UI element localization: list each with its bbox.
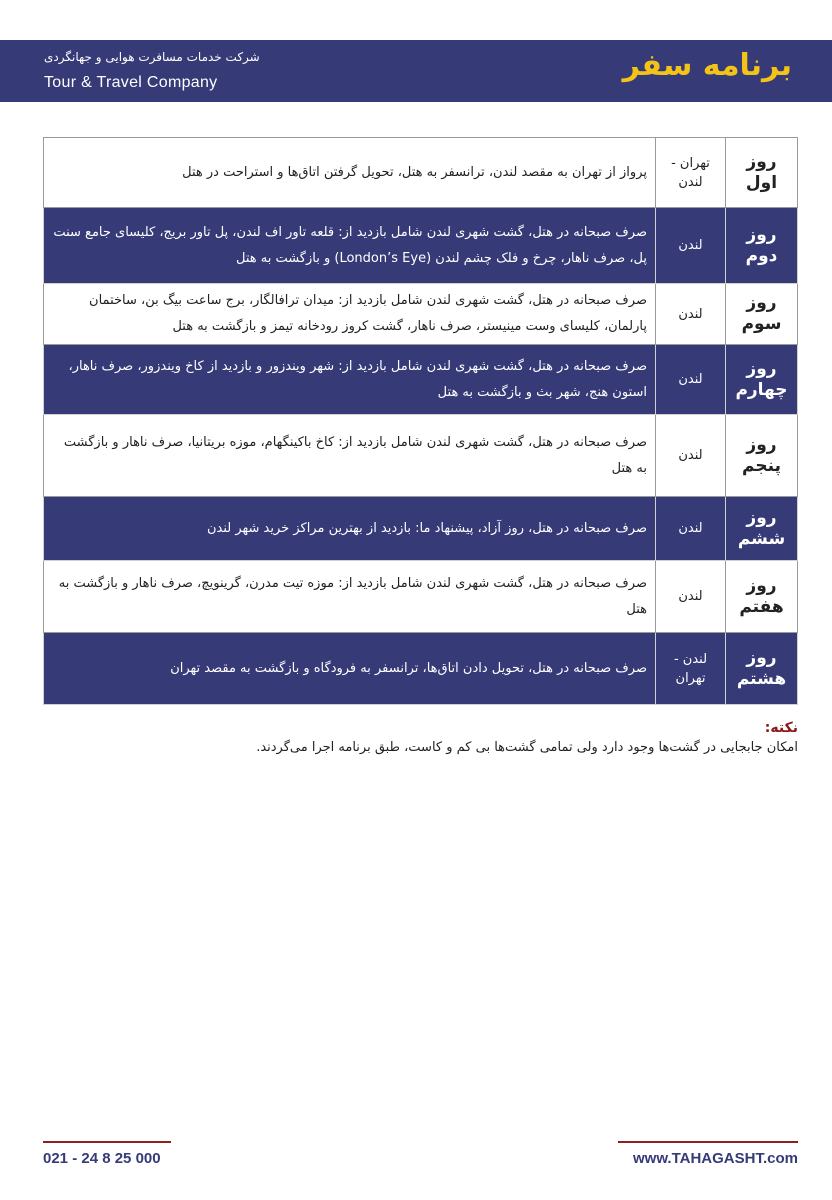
- day-cell: [726, 561, 798, 633]
- table-row: [44, 561, 798, 633]
- description-cell: پرواز از تهران به مقصد لندن، ترانسفر به هتل، تحویل گرفتن اتاق‌ها و استراحت در هتل: [44, 138, 656, 208]
- description-cell: صرف صبحانه در هتل، روز آزاد، پیشنهاد ما: بازدید از بهترین مراکز خرید شهر لندن: [44, 497, 656, 561]
- table-row: [44, 138, 798, 208]
- note-section: [38, 720, 798, 755]
- note-title: نکته:: [764, 720, 798, 736]
- city-cell: [656, 633, 726, 705]
- day-cell: [726, 633, 798, 705]
- day-cell: [726, 497, 798, 561]
- footer-divider-right: [618, 1141, 798, 1143]
- company-name-fa: شرکت خدمات مسافرت هوایی و جهانگردی: [44, 50, 260, 64]
- itinerary-table: [43, 137, 798, 705]
- city-label: لندن: [678, 372, 703, 387]
- city-cell: [656, 138, 726, 208]
- day-label: روز اول: [745, 151, 778, 193]
- footer-divider-left: [43, 1141, 171, 1143]
- description-cell: صرف صبحانه در هتل، گشت شهری لندن شامل بازدید از: قلعه تاور اف لندن، پل تاور بریج، کلیسای جامع سنت پل، صرف ناهار، چرخ و فلک چشم لندن (London’s Eye) و بازگشت به هتل: [44, 208, 656, 284]
- day-label: روز ششم: [737, 507, 786, 549]
- description-cell: صرف صبحانه در هتل، گشت شهری لندن شامل بازدید از: میدان ترافالگار، برج ساعت بیگ بن، ساختمان پارلمان، کلیسای وست مینیستر، صرف ناهار، گشت کروز رودخانه تیمز و بازگشت به هتل: [44, 284, 656, 345]
- city-cell: [656, 415, 726, 497]
- table-row: [44, 415, 798, 497]
- note-text: امکان جابجایی در گشت‌ها وجود دارد ولی تمامی گشت‌ها بی کم و کاست، طبق برنامه اجرا می‌گردند.: [256, 740, 798, 755]
- city-cell: [656, 284, 726, 345]
- table-row: [44, 633, 798, 705]
- day-cell: [726, 345, 798, 415]
- description-cell: صرف صبحانه در هتل، گشت شهری لندن شامل بازدید از: موزه تیت مدرن، گرینویچ، صرف ناهار و بازگشت به هتل: [44, 561, 656, 633]
- description-cell: صرف صبحانه در هتل، گشت شهری لندن شامل بازدید از: شهر ویندزور و بازدید از کاخ ویندزور، صرف ناهار، استون هنج، شهر بث و بازگشت به هتل: [44, 345, 656, 415]
- city-cell: [656, 497, 726, 561]
- day-label: روز چهارم: [735, 358, 788, 400]
- description-cell: صرف صبحانه در هتل، گشت شهری لندن شامل بازدید از: کاخ باکینگهام، موزه بریتانیا، صرف ناهار و بازگشت به هتل: [44, 415, 656, 497]
- city-label: تهران - لندن: [671, 155, 710, 190]
- day-cell: [726, 138, 798, 208]
- day-label: روز سوم: [741, 293, 782, 334]
- day-cell: [726, 284, 798, 345]
- footer-phone: 021 - 24 8 25 000: [43, 1150, 161, 1167]
- table-row: [44, 345, 798, 415]
- city-label: لندن: [678, 589, 703, 604]
- table-row: [44, 284, 798, 345]
- footer-website: www.TAHAGASHT.com: [632, 1150, 798, 1167]
- city-label: لندن - تهران: [673, 651, 708, 686]
- page-header: [0, 40, 832, 102]
- city-cell: [656, 208, 726, 284]
- day-label: روز هشتم: [736, 647, 787, 689]
- city-label: لندن: [678, 238, 703, 253]
- city-label: لندن: [678, 448, 703, 463]
- city-label: لندن: [678, 306, 703, 322]
- table-row: [44, 497, 798, 561]
- city-cell: [656, 561, 726, 633]
- city-label: لندن: [678, 521, 703, 536]
- company-name-en: Tour & Travel Company: [44, 74, 218, 91]
- page-title: برنامه سفر: [622, 48, 792, 83]
- day-label: روز هفتم: [739, 575, 784, 617]
- day-cell: [726, 415, 798, 497]
- table-row: [44, 208, 798, 284]
- day-cell: [726, 208, 798, 284]
- day-label: روز پنجم: [742, 434, 781, 476]
- description-cell: صرف صبحانه در هتل، تحویل دادن اتاق‌ها، ترانسفر به فرودگاه و بازگشت به مقصد تهران: [44, 633, 656, 705]
- city-cell: [656, 345, 726, 415]
- day-label: روز دوم: [745, 224, 778, 266]
